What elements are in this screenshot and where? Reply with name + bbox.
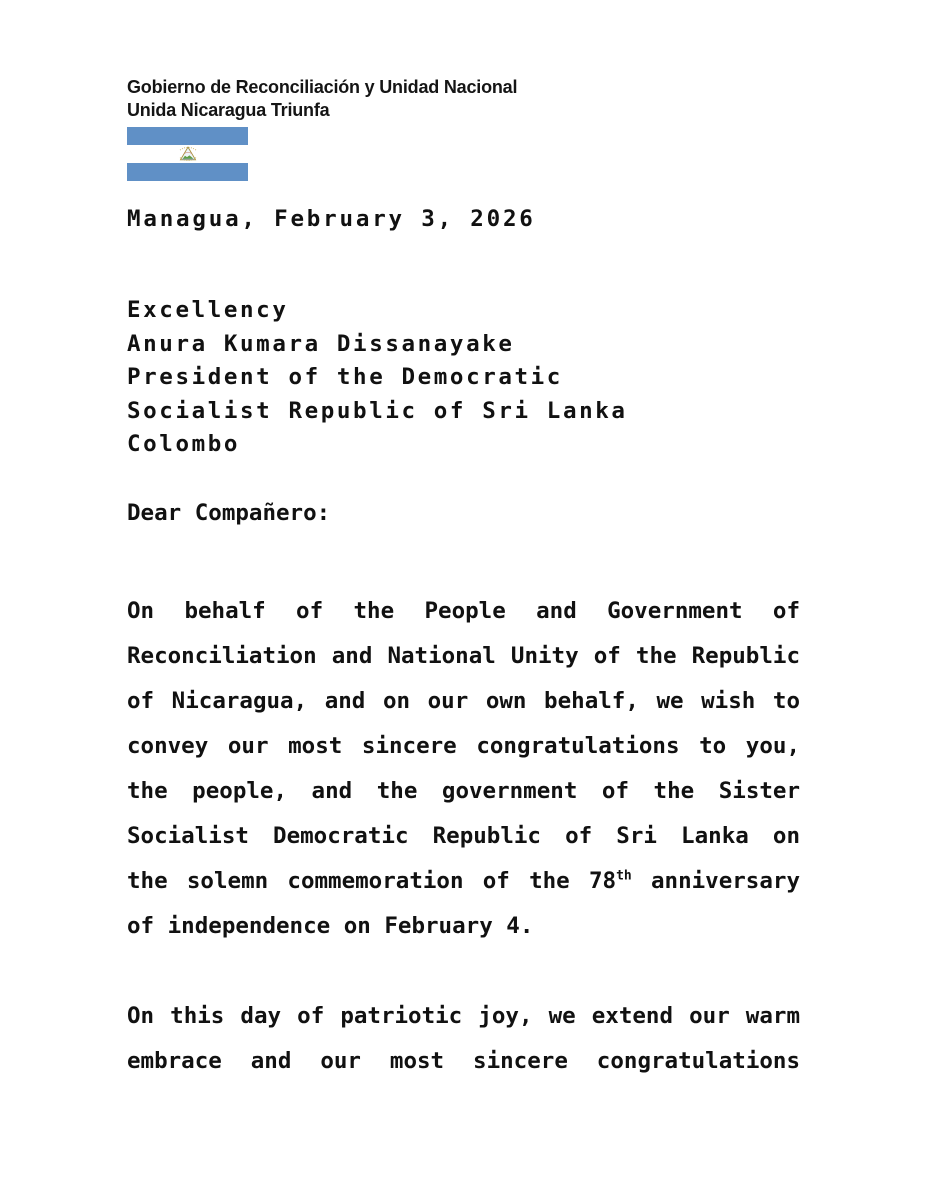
body-line: of Nicaragua, and on our own behalf, we wish to <box>127 688 800 714</box>
body-line: convey our most sincere congratulations to you, <box>127 733 800 759</box>
org-motto: Unida Nicaragua Triunfa <box>127 100 330 120</box>
body-line: embrace and our most sincere congratulations <box>127 1048 800 1074</box>
dateline: Managua, February 3, 2026 <box>127 206 536 232</box>
nicaragua-flag-image <box>127 127 248 181</box>
anniversary-text-post: anniversary <box>631 868 800 894</box>
flag-stripe-blue-bottom <box>127 163 248 181</box>
body-line: On this day of patriotic joy, we extend our warm <box>127 1003 800 1029</box>
paragraph-2 <box>127 994 800 1084</box>
body-line: of independence on February 4. <box>127 913 534 939</box>
recipient-name: Anura Kumara Dissanayake <box>127 330 515 357</box>
body-line: Reconciliation and National Unity of the Republic <box>127 643 800 669</box>
recipient-title-line-1: President of the Democratic <box>127 364 563 390</box>
body-line: Socialist Democratic Republic of Sri Lanka on <box>127 823 800 849</box>
body-line-anniversary <box>127 859 800 904</box>
body-line: the people, and the government of the Sister <box>127 778 800 804</box>
recipient-block <box>127 294 628 462</box>
letterhead <box>127 76 517 122</box>
recipient-title-line-2: Socialist Republic of Sri Lanka <box>127 397 628 424</box>
paragraph-1 <box>127 589 800 949</box>
recipient-honorific: Excellency <box>127 297 289 323</box>
recipient-city: Colombo <box>127 431 241 457</box>
coat-of-arms-icon <box>173 144 203 163</box>
anniversary-text-pre: the solemn commemoration of the 78 <box>127 868 617 894</box>
salutation: Dear Compañero: <box>127 500 331 526</box>
flag-stripe-white <box>127 145 248 163</box>
org-name: Gobierno de Reconciliación y Unidad Nacional <box>127 77 518 97</box>
ordinal-superscript: th <box>616 868 632 884</box>
body-line: On behalf of the People and Government of <box>127 598 800 624</box>
flag-stripe-blue-top <box>127 127 248 145</box>
